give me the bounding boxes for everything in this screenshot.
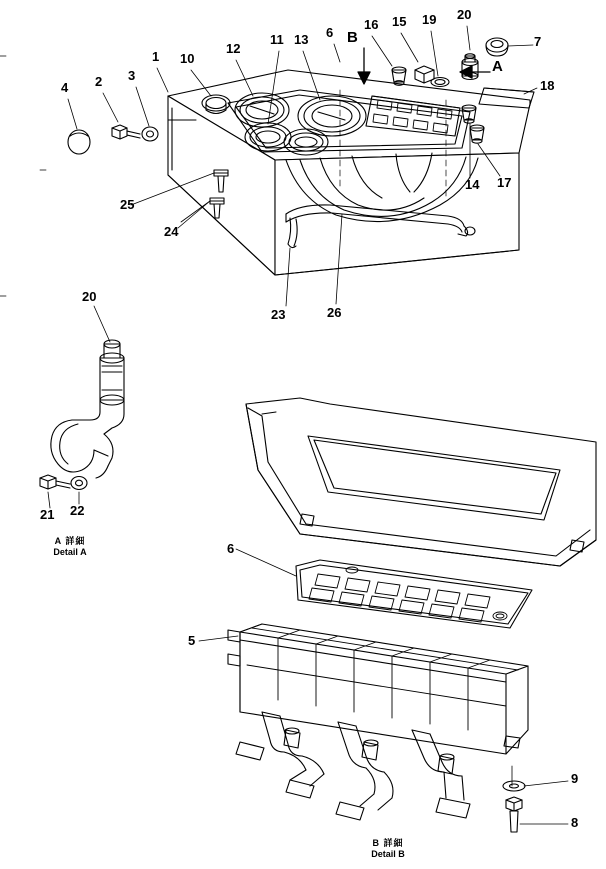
callout-16: 16 — [364, 17, 379, 32]
callout-13: 13 — [294, 32, 309, 47]
callout-25: 25 — [120, 197, 135, 212]
section-letter-a: A — [492, 58, 503, 75]
callout-2: 2 — [95, 74, 103, 89]
callout-18: 18 — [540, 78, 555, 93]
callout-12: 12 — [226, 41, 241, 56]
callout-24: 24 — [164, 224, 179, 239]
callout-6-lower: 6 — [227, 541, 235, 556]
callout-9: 9 — [571, 771, 579, 786]
callout-14: 14 — [465, 177, 480, 192]
callout-22: 22 — [70, 503, 85, 518]
callout-17: 17 — [497, 175, 512, 190]
section-letter-b: B — [347, 29, 358, 46]
detail-b-caption — [348, 838, 428, 861]
callout-10: 10 — [180, 51, 195, 66]
detail-b-caption-en: Detail B — [371, 849, 405, 860]
callout-4: 4 — [61, 80, 69, 95]
detail-a-caption-en: Detail A — [53, 547, 87, 558]
callout-11: 11 — [270, 32, 284, 47]
callout-23: 23 — [271, 307, 286, 322]
callout-21: 21 — [40, 507, 55, 522]
callout-15: 15 — [392, 14, 407, 29]
detail-b-caption-jp: B 詳細 — [372, 838, 404, 848]
callout-7: 7 — [534, 34, 542, 49]
callout-8: 8 — [571, 815, 579, 830]
callout-20-detail-a: 20 — [82, 289, 97, 304]
callout-19: 19 — [422, 12, 437, 27]
callout-1: 1 — [152, 49, 160, 64]
callout-3: 3 — [128, 68, 136, 83]
callout-26: 26 — [327, 305, 342, 320]
callout-5: 5 — [188, 633, 196, 648]
detail-a-caption — [30, 536, 110, 559]
callout-20-top: 20 — [457, 7, 472, 22]
detail-a-caption-jp: A 詳細 — [54, 536, 86, 546]
callout-6: 6 — [326, 25, 334, 40]
